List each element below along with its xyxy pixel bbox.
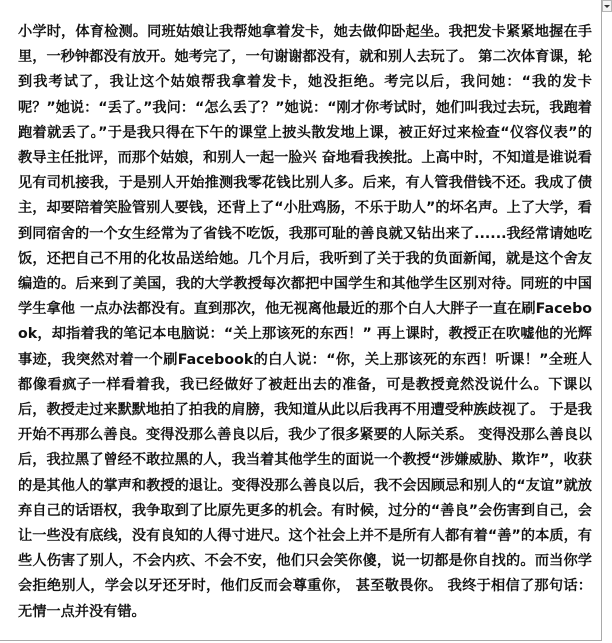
dropdown-arrow-icon[interactable] <box>602 0 612 12</box>
essay-text: 小学时，体育检测。同班姑娘让我帮她拿着发卡，她去做仰卧起坐。我把发卡紧紧地握在手里，一秒钟都没有放开。她考完了，一句谢谢都没有，就和别人去玩了。 第二次体育课，轮到我考试了，我让这个姑娘帮我拿着发卡，她没拒绝。考完以后，我问她：“我的发卡呢？”她说：“丢了。”我问：“怎么丢了？”她说：“刚才你考试时，她们叫我过去玩，我跑着跑着就丢了。”于是我只得在下午的课堂上披头散发地上课，被正好过来检查“仪容仪表”的教导主任批评，而那个姑娘，和别人一起一脸兴 奋地看我挨批。上高中时，不知道是谁说看见有司机接我，于是别人开始推测我零花钱比别人多。后来，有人管我借钱不还。我成了债主，却要陪着笑脸管别人要钱，还背上了“小肚鸡肠，不乐于助人”的坏名声。上了大学，看到同宿舍的一个女生经常为了省钱不吃饭，我那可耻的善良就又钻出来了......我经常请她吃饭，还把自己不用的化妆品送给她。几个月后，我听到了关于我的负面新闻，就是这个舍友编造的。后来到了美国，我的大学教授每次都把中国学生和其他学生区别对待。同班的中国学生拿他 一点办法都没有。直到那次，他无视离他最近的那个白人大胖子一直在刷Facebook，却指着我的笔记本电脑说：“关上那该死的东西！” 再上课时，教授正在吹嘘他的光辉事迹，我突然对着一个刷Facebook的白人说：“你，关上那该死的东西！听课！”全班人都像看疯子一样看着我，我已经做好了被赶出去的准备，可是教授竟然没说什么。下课以后，教授走过来默默地拍了拍我的肩膀，我知道从此以后我再不用遭受种族歧视了。 于是我开始不再那么善良。变得没那么善良以后，我少了很多紧要的人际关系。 变得没那么善良以后，我拉黑了曾经不敢拉黑的人，我当着其他学生的面说一个教授“涉嫌威胁、欺诈”，收获的是其他人的掌声和教授的退让。变得没那么善良以后，我不会因顾忌和别人的“友谊”就放弃自己的话语权，我争取到了比原先更多的机会。有时候，过分的“善良”会伤害到自己，会让一些没有底线，没有良知的人得寸进尺。这个社会上并不是所有人都有着“善”的本质，有些人伤害了别人，不会内疚、不会不安，他们只会笑你傻，说一切都是你自找的。而当你学会拒绝别人，学会以牙还牙时，他们反而会尊重你， 甚至敬畏你。 我终于相信了那句话：无情一点并没有错。 <box>18 24 592 620</box>
